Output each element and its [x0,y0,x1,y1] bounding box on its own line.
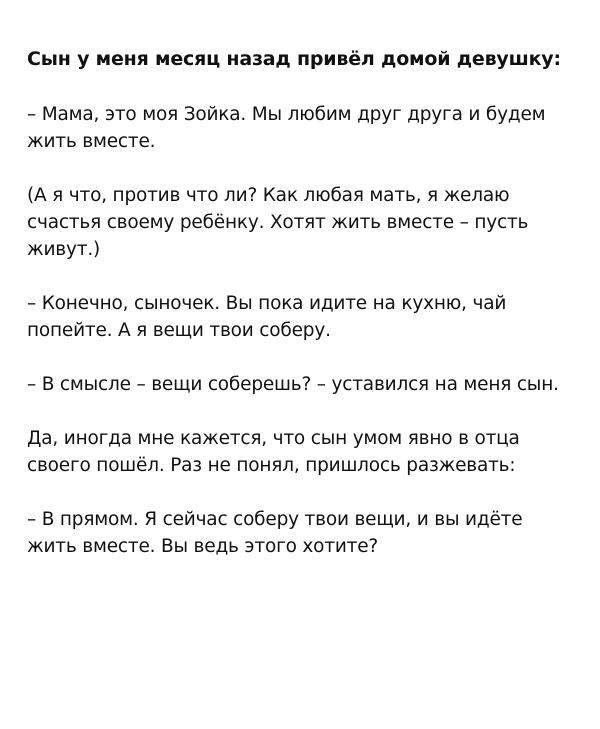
story-text [27,46,572,560]
paragraph-mother-thought: (А я что, против что ли? Как любая мать, я желаю счастья своему ребёнку. Хотят жить вместе – пусть живут.) [27,185,529,260]
paragraph-son-question: – В смысле – вещи соберешь? – уставился на меня сын. [27,374,559,395]
paragraph-mother-answer: – В прямом. Я сейчас соберу твои вещи, и вы идёте жить вместе. Вы ведь этого хотите? [27,509,523,557]
paragraph-mother-reply: – Конечно, сыночек. Вы пока идите на кухню, чай попейте. А я вещи твои соберу. [27,293,507,341]
paragraph-intro-quote: – Мама, это моя Зойка. Мы любим друг друга и будем жить вместе. [27,104,546,152]
story-title: Сын у меня месяц назад привёл домой девушку: [27,48,561,70]
paragraph-narration: Да, иногда мне кажется, что сын умом явно в отца своего пошёл. Раз не понял, пришлось разжевать: [27,428,520,476]
